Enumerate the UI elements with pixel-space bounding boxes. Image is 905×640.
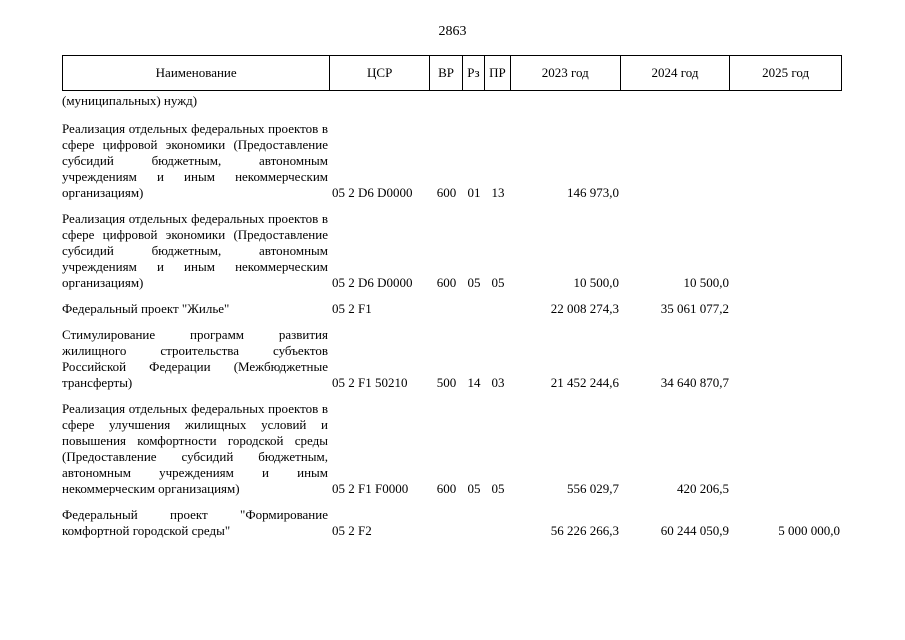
row-2024: 420 206,5 xyxy=(677,481,729,496)
row-csr: 05 2 D6 D0000 xyxy=(332,275,413,290)
row-name: Реализация отдельных федеральных проектов в сфере цифровой экономики (Предоставление субсидий бюджетным, автономным учреждениям и иным некоммерческим организациям) xyxy=(62,211,328,290)
table-header xyxy=(62,55,842,91)
page-number: 2863 xyxy=(438,24,467,39)
header-csr: ЦСР xyxy=(330,56,430,90)
row-2023: 22 008 274,3 xyxy=(550,301,619,316)
table-body xyxy=(62,93,842,549)
table-row xyxy=(62,211,842,291)
row-vr: 600 xyxy=(436,185,457,200)
header-vr: ВР xyxy=(430,56,463,90)
row-pr: 05 xyxy=(491,481,505,496)
row-vr: 600 xyxy=(436,481,457,496)
row-csr: 05 2 F1 F0000 xyxy=(332,481,409,496)
table-row xyxy=(62,121,842,201)
header-pr: ПР xyxy=(485,56,511,90)
row-vr: 600 xyxy=(436,275,457,290)
row-name: Реализация отдельных федеральных проектов в сфере цифровой экономики (Предоставление субсидий бюджетным, автономным учреждениям и иным некоммерческим организациям) xyxy=(62,121,328,200)
header-2023: 2023 год xyxy=(511,56,621,90)
row-pr: 03 xyxy=(491,375,505,390)
header-rz: Рз xyxy=(463,56,485,90)
header-2024: 2024 год xyxy=(621,56,731,90)
row-2023: 56 226 266,3 xyxy=(550,523,619,538)
table-row xyxy=(62,301,842,317)
row-2024: 10 500,0 xyxy=(683,275,729,290)
row-name: Стимулирование программ развития жилищного строительства субъектов Российской Федерации (Межбюджетные трансферты) xyxy=(62,327,328,390)
table-row xyxy=(62,327,842,391)
row-2024: 60 244 050,9 xyxy=(660,523,729,538)
row-2023: 556 029,7 xyxy=(567,481,619,496)
row-name: (муниципальных) нужд) xyxy=(62,93,198,108)
row-rz: 01 xyxy=(467,185,481,200)
row-name: Реализация отдельных федеральных проектов в сфере улучшения жилищных условий и повышения комфортности городской среды (Предоставление субсидий бюджетным, автономным учреждениям и иным некоммерческим организациям) xyxy=(62,401,328,496)
row-2023: 10 500,0 xyxy=(573,275,619,290)
table-row xyxy=(62,93,842,109)
row-2023: 21 452 244,6 xyxy=(550,375,619,390)
row-2024: 34 640 870,7 xyxy=(660,375,729,390)
row-csr: 05 2 F1 50210 xyxy=(332,375,408,390)
row-rz: 05 xyxy=(467,275,481,290)
row-vr: 500 xyxy=(436,375,457,390)
header-2025: 2025 год xyxy=(762,65,810,80)
header-name: Наименование xyxy=(63,56,330,90)
row-rz: 14 xyxy=(467,375,481,390)
row-csr: 05 2 F2 xyxy=(332,523,372,538)
row-pr: 05 xyxy=(491,275,505,290)
row-name: Федеральный проект "Формирование комфортной городской среды" xyxy=(62,507,328,538)
table-row xyxy=(62,401,842,497)
row-2023: 146 973,0 xyxy=(567,185,619,200)
row-rz: 05 xyxy=(467,481,481,496)
row-pr: 13 xyxy=(491,185,505,200)
row-csr: 05 2 F1 xyxy=(332,301,372,316)
row-2025: 5 000 000,0 xyxy=(778,523,840,538)
table-row xyxy=(62,507,842,539)
row-name: Федеральный проект "Жилье" xyxy=(62,301,230,316)
row-2024: 35 061 077,2 xyxy=(660,301,729,316)
row-csr: 05 2 D6 D0000 xyxy=(332,185,413,200)
